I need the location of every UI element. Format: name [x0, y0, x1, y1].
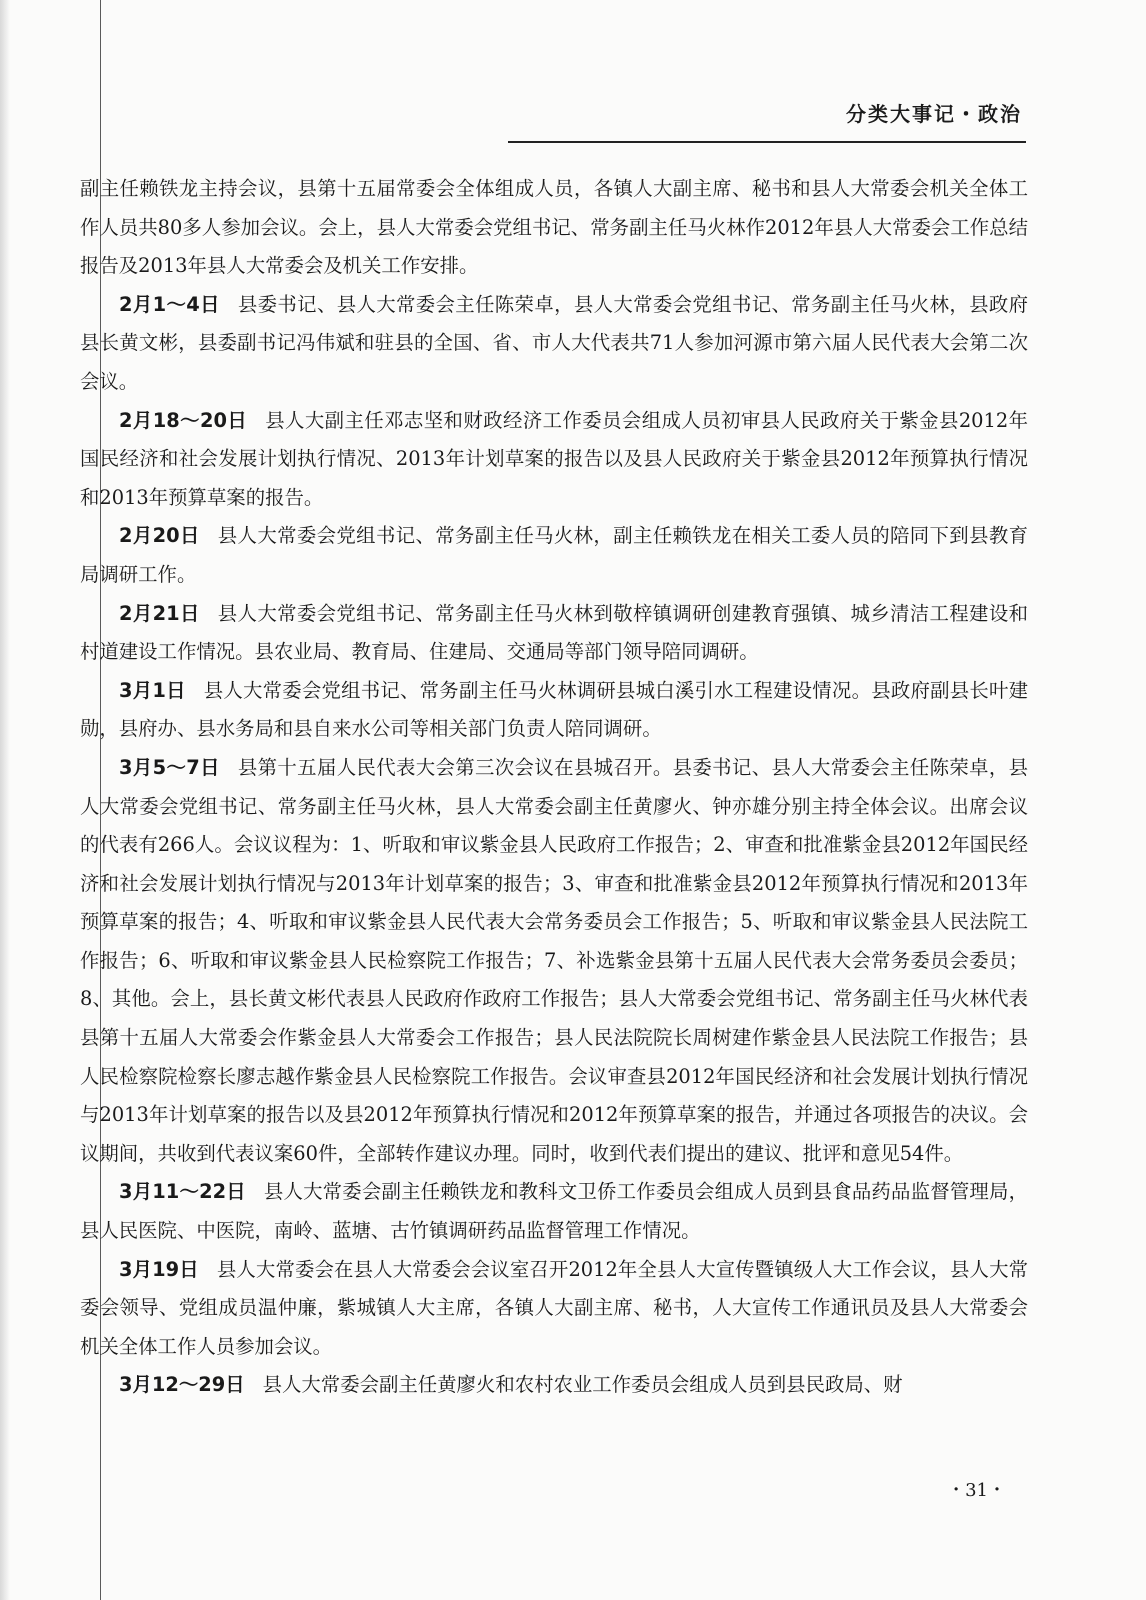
chronicle-entry [80, 1251, 1028, 1367]
entry-text: 副主任赖铁龙主持会议，县第十五届常委会全体组成人员，各镇人大副主席、秘书和县人大常委会机关全体工作人员共80多人参加会议。会上，县人大常委会党组书记、常务副主任马火林作2012年县人大常委会工作总结报告及2013年县人大常委会及机关工作安排。 [80, 177, 1028, 278]
entry-date: 2月1～4日 [119, 292, 220, 316]
entry-text: 县人大常委会在县人大常委会会议室召开2012年全县人大宣传暨镇级人大工作会议，县人大常委会领导、党组成员温仲廉，紫城镇人大主席，各镇人大副主席、秘书，人大宣传工作通讯员及县人大常委会机关全体工作人员参加会议。 [80, 1257, 1028, 1358]
entry-date: 3月12～29日 [119, 1373, 245, 1397]
entry-text: 县人大副主任邓志坚和财政经济工作委员会组成人员初审县人民政府关于紫金县2012年国民经济和社会发展计划执行情况、2013年计划草案的报告以及县人民政府关于紫金县2012年预算执行情况和2013年预算草案的报告。 [80, 408, 1028, 509]
entry-text: 县人大常委会副主任黄廖火和农村农业工作委员会组成人员到县民政局、财 [262, 1373, 903, 1397]
chronicle-entry [80, 595, 1028, 672]
scan-edge-shadow [0, 0, 10, 1600]
entry-date: 3月5～7日 [119, 755, 220, 779]
chronicle-entry [80, 749, 1028, 1174]
entry-text: 县人大常委会党组书记、常务副主任马火林到敬梓镇调研创建教育强镇、城乡清洁工程建设和村道建设工作情况。县农业局、教育局、住建局、交通局等部门领导陪同调研。 [80, 601, 1028, 664]
chronicle-entry [80, 1366, 1028, 1405]
entry-date: 2月20日 [119, 524, 200, 548]
header-rule [508, 141, 1026, 143]
entry-text: 县人大常委会党组书记、常务副主任马火林调研县城白溪引水工程建设情况。县政府副县长叶建勋，县府办、县水务局和县自来水公司等相关部门负责人陪同调研。 [80, 678, 1029, 741]
entry-date: 2月21日 [119, 601, 200, 625]
entry-text: 县第十五届人民代表大会第三次会议在县城召开。县委书记、县人大常委会主任陈荣卓，县人大常委会党组书记、常务副主任马火林，县人大常委会副主任黄廖火、钟亦雄分别主持全体会议。出席会议的代表有266人。会议议程为：1、听取和审议紫金县人民政府工作报告；2、审查和批准紫金县2012年国民经济和社会发展计划执行情况与2013年计划草案的报告；3、审查和批准紫金县2012年预算执行情况和2013年预算草案的报告；4、听取和审议紫金县人民代表大会常务委员会工作报告；5、听取和审议紫金县人民法院工作报告；6、听取和审议紫金县人民检察院工作报告；7、补选紫金县第十五届人民代表大会常务委员会委员；8、其他。会上，县长黄文彬代表县人民政府作政府工作报告；县人大常委会党组书记、常务副主任马火林代表县第十五届人大常委会作紫金县人大常委会工作报告；县人民法院院长周树建作紫金县人民法院工作报告；县人民检察院检察长廖志越作紫金县人民检察院工作报告。会议审查县2012年国民经济和社会发展计划执行情况与2013年计划草案的报告以及县2012年预算执行情况和2012年预算草案的报告，并通过各项报告的决议。会议期间，共收到代表议案60件，全部转作建议办理。同时，收到代表们提出的建议、批评和意见54件。 [80, 755, 1029, 1165]
entry-text: 县委书记、县人大常委会主任陈荣卓，县人大常委会党组书记、常务副主任马火林，县政府县长黄文彬，县委副书记冯伟斌和驻县的全国、省、市人大代表共71人参加河源市第六届人民代表大会第二次会议。 [80, 292, 1029, 393]
chronicle-entry [80, 1173, 1028, 1250]
chronicle-entry [80, 672, 1028, 749]
page-number: ・31・ [947, 1480, 1006, 1501]
entry-date: 2月18～20日 [119, 408, 248, 432]
chronicle-entry [80, 517, 1028, 594]
entry-date: 3月1日 [119, 678, 186, 702]
running-head: 分类大事记・政治 [846, 102, 1022, 126]
entry-text: 县人大常委会副主任赖铁龙和教科文卫侨工作委员会组成人员到县食品药品监督管理局，县人民医院、中医院，南岭、蓝塘、古竹镇调研药品监督管理工作情况。 [80, 1180, 1029, 1243]
entry-date: 3月19日 [119, 1257, 199, 1281]
entry-text: 县人大常委会党组书记、常务副主任马火林，副主任赖铁龙在相关工委人员的陪同下到县教育局调研工作。 [80, 524, 1028, 586]
chronicle-entry [80, 170, 1028, 286]
chronicle-entry [80, 286, 1028, 402]
entry-date: 3月11～22日 [119, 1180, 246, 1204]
chronicle-entry [80, 402, 1028, 518]
chronicle-body [80, 170, 1028, 1405]
